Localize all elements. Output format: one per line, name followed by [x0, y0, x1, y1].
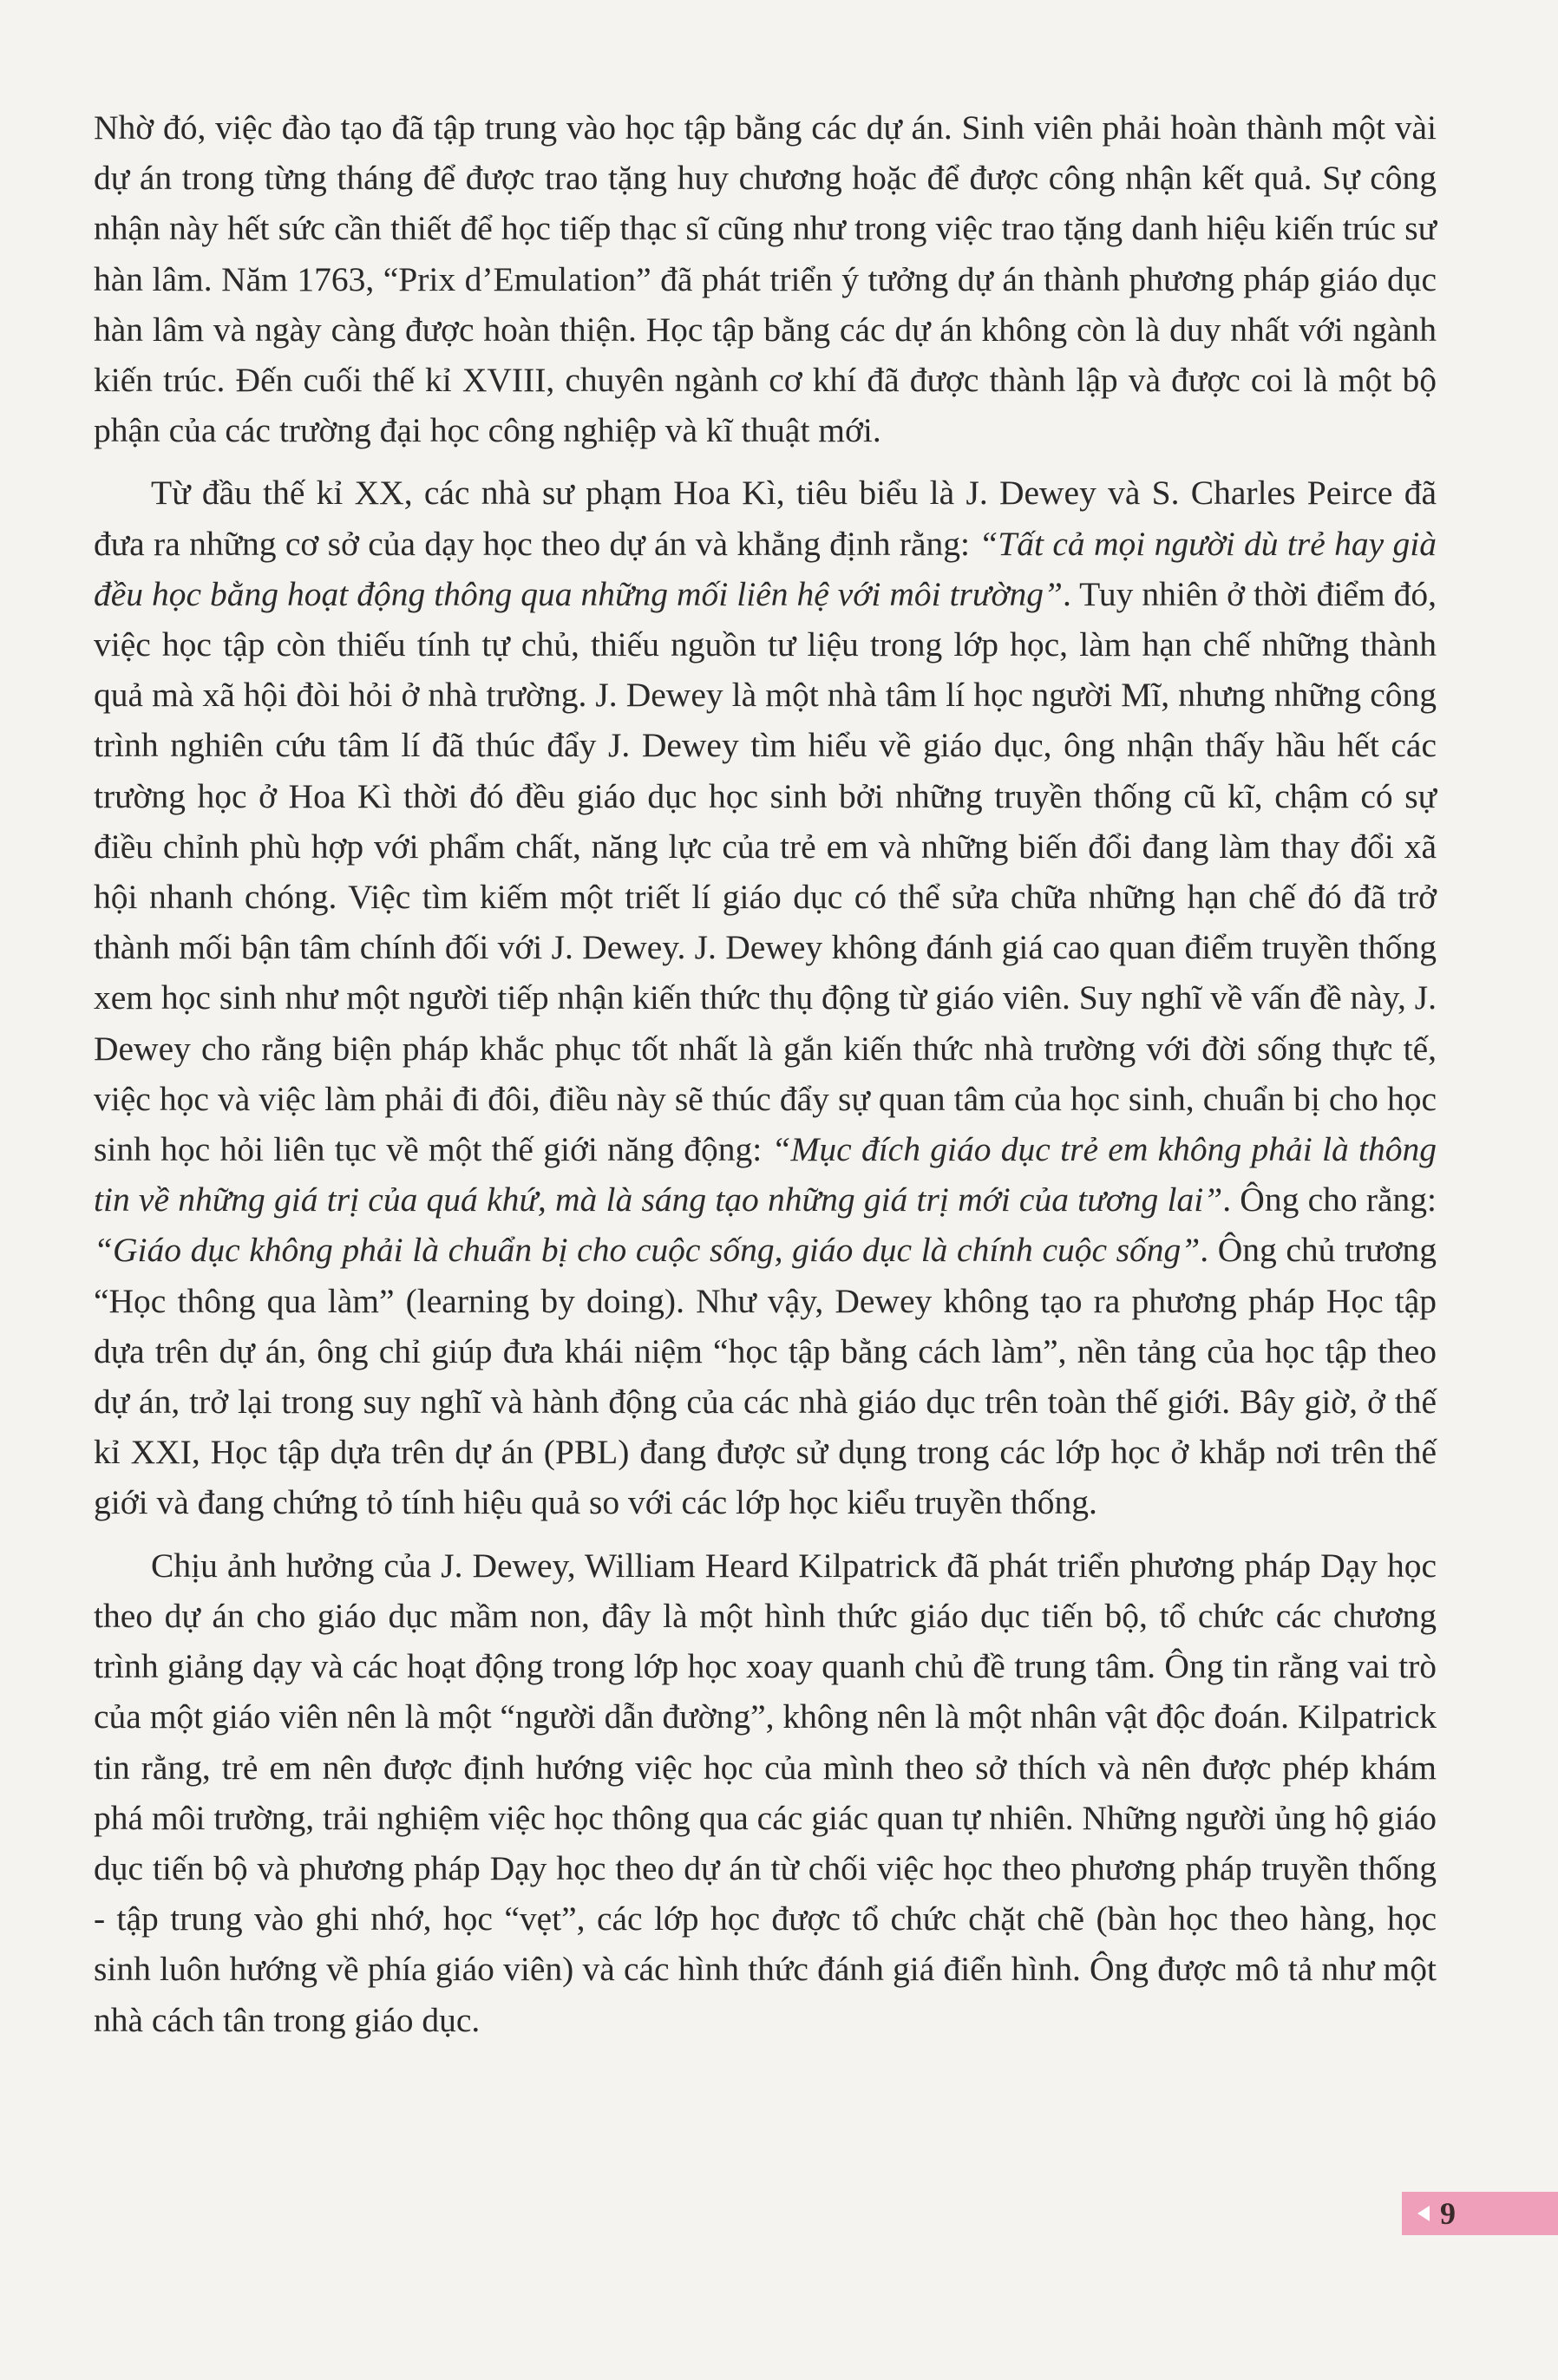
quote-dewey-1: “Tất cả mọi người dù trẻ hay già đều học bằng hoạt động thông qua những mối liên hệ với môi trường” — [94, 524, 1437, 613]
quote-dewey-2: “Mục đích giáo dục trẻ em không phải là thông tin về những giá trị của quá khứ, mà là sáng tạo những giá trị mới của tương lai” — [94, 1130, 1437, 1219]
paragraph-3 — [94, 1540, 1437, 2045]
text-run: Chịu ảnh hưởng của J. Dewey, William Heard Kilpatrick đã phát triển phương pháp Dạy học theo dự án cho giáo dục mầm non, đây là một hình thức giáo dục tiến bộ, tổ chức các chương trình giảng dạy và các hoạt động trong lớp học xoay quanh chủ đề trung tâm. Ông tin rằng vai trò của một giáo viên nên là một “người dẫn đường”, không nên là một nhân vật độc đoán. Kilpatrick tin rằng, trẻ em nên được định hướng việc học của mình theo sở thích và nên được phép khám phá môi trường, trải nghiệm việc học thông qua các giác quan tự nhiên. Những người ủng hộ giáo dục tiến bộ và phương pháp Dạy học theo dự án từ chối việc học theo phương pháp truyền thống - tập trung vào ghi nhớ, học “vẹt”, các lớp học được tổ chức chặt chẽ (bàn học theo hàng, học sinh luôn hướng về phía giáo viên) và các hình thức đánh giá điển hình. Ông được mô tả như một nhà cách tân trong giáo dục. — [94, 1546, 1437, 2039]
triangle-left-icon — [1417, 2206, 1430, 2221]
text-run: Từ đầu thế kỉ XX, các nhà sư phạm Hoa Kì, tiêu biểu là J. Dewey và S. Charles Peirce đã đưa ra những cơ sở của dạy học theo dự án và khẳng định rằng: — [94, 474, 1437, 563]
text-run: . Tuy nhiên ở thời điểm đó, việc học tập còn thiếu tính tự chủ, thiếu nguồn tư liệu trong lớp học, làm hạn chế những thành quả mà xã hội đòi hỏi ở nhà trường. J. Dewey là một nhà tâm lí học người Mĩ, nhưng những công trình nghiên cứu tâm lí đã thúc đẩy J. Dewey tìm hiểu về giáo dục, ông nhận thấy hầu hết các trường học ở Hoa Kì thời đó đều giáo dục học sinh bởi những truyền thống cũ kĩ, chậm có sự điều chỉnh phù hợp với phẩm chất, năng lực của trẻ em và những biến đổi đang làm thay đổi xã hội nhanh chóng. Việc tìm kiếm một triết lí giáo dục có thể sửa chữa những hạn chế đó đã trở thành mối bận tâm chính đối với J. Dewey. J. Dewey không đánh giá cao quan điểm truyền thống xem học sinh như một người tiếp nhận kiến thức thụ động từ giáo viên. Suy nghĩ về vấn đề này, J. Dewey cho rằng biện pháp khắc phục tốt nhất là gắn kiến thức nhà trường với đời sống thực tế, việc học và việc làm phải đi đôi, điều này sẽ thúc đẩy sự quan tâm của học sinh, chuẩn bị cho học sinh học hỏi liên tục về một thế giới năng động: — [94, 574, 1437, 1169]
paragraph-2 — [94, 468, 1437, 1527]
page-number-tab — [1402, 2192, 1558, 2235]
body-text — [94, 102, 1437, 2045]
quote-dewey-3: “Giáo dục không phải là chuẩn bị cho cuộc sống, giáo dục là chính cuộc sống” — [94, 1231, 1201, 1270]
page-number: 9 — [1440, 2196, 1456, 2231]
text-run: . Ông chủ trương “Học thông qua làm” (learning by doing). Như vậy, Dewey không tạo ra phương pháp Học tập dựa trên dự án, ông chỉ giúp đưa khái niệm “học tập bằng cách làm”, nền tảng của học tập theo dự án, trở lại trong suy nghĩ và hành động của các nhà giáo dục trên toàn thế giới. Bây giờ, ở thế kỉ XXI, Học tập dựa trên dự án (PBL) đang được sử dụng trong các lớp học ở khắp nơi trên thế giới và đang chứng tỏ tính hiệu quả so với các lớp học kiểu truyền thống. — [94, 1231, 1437, 1522]
paragraph-1 — [94, 102, 1437, 455]
text-run: . Ông cho rằng: — [1222, 1180, 1437, 1219]
text-run: Nhờ đó, việc đào tạo đã tập trung vào học tập bằng các dự án. Sinh viên phải hoàn thành một vài dự án trong từng tháng để được trao tặng huy chương hoặc để được công nhận kết quả. Sự công nhận này hết sức cần thiết để học tiếp thạc sĩ cũng như trong việc trao tặng danh hiệu kiến trúc sư hàn lâm. Năm 1763, “Prix d’Emulation” đã phát triển ý tưởng dự án thành phương pháp giáo dục hàn lâm và ngày càng được hoàn thiện. Học tập bằng các dự án không còn là duy nhất với ngành kiến trúc. Đến cuối thế kỉ XVIII, chuyên ngành cơ khí đã được thành lập và được coi là một bộ phận của các trường đại học công nghiệp và kĩ thuật mới. — [94, 108, 1437, 450]
